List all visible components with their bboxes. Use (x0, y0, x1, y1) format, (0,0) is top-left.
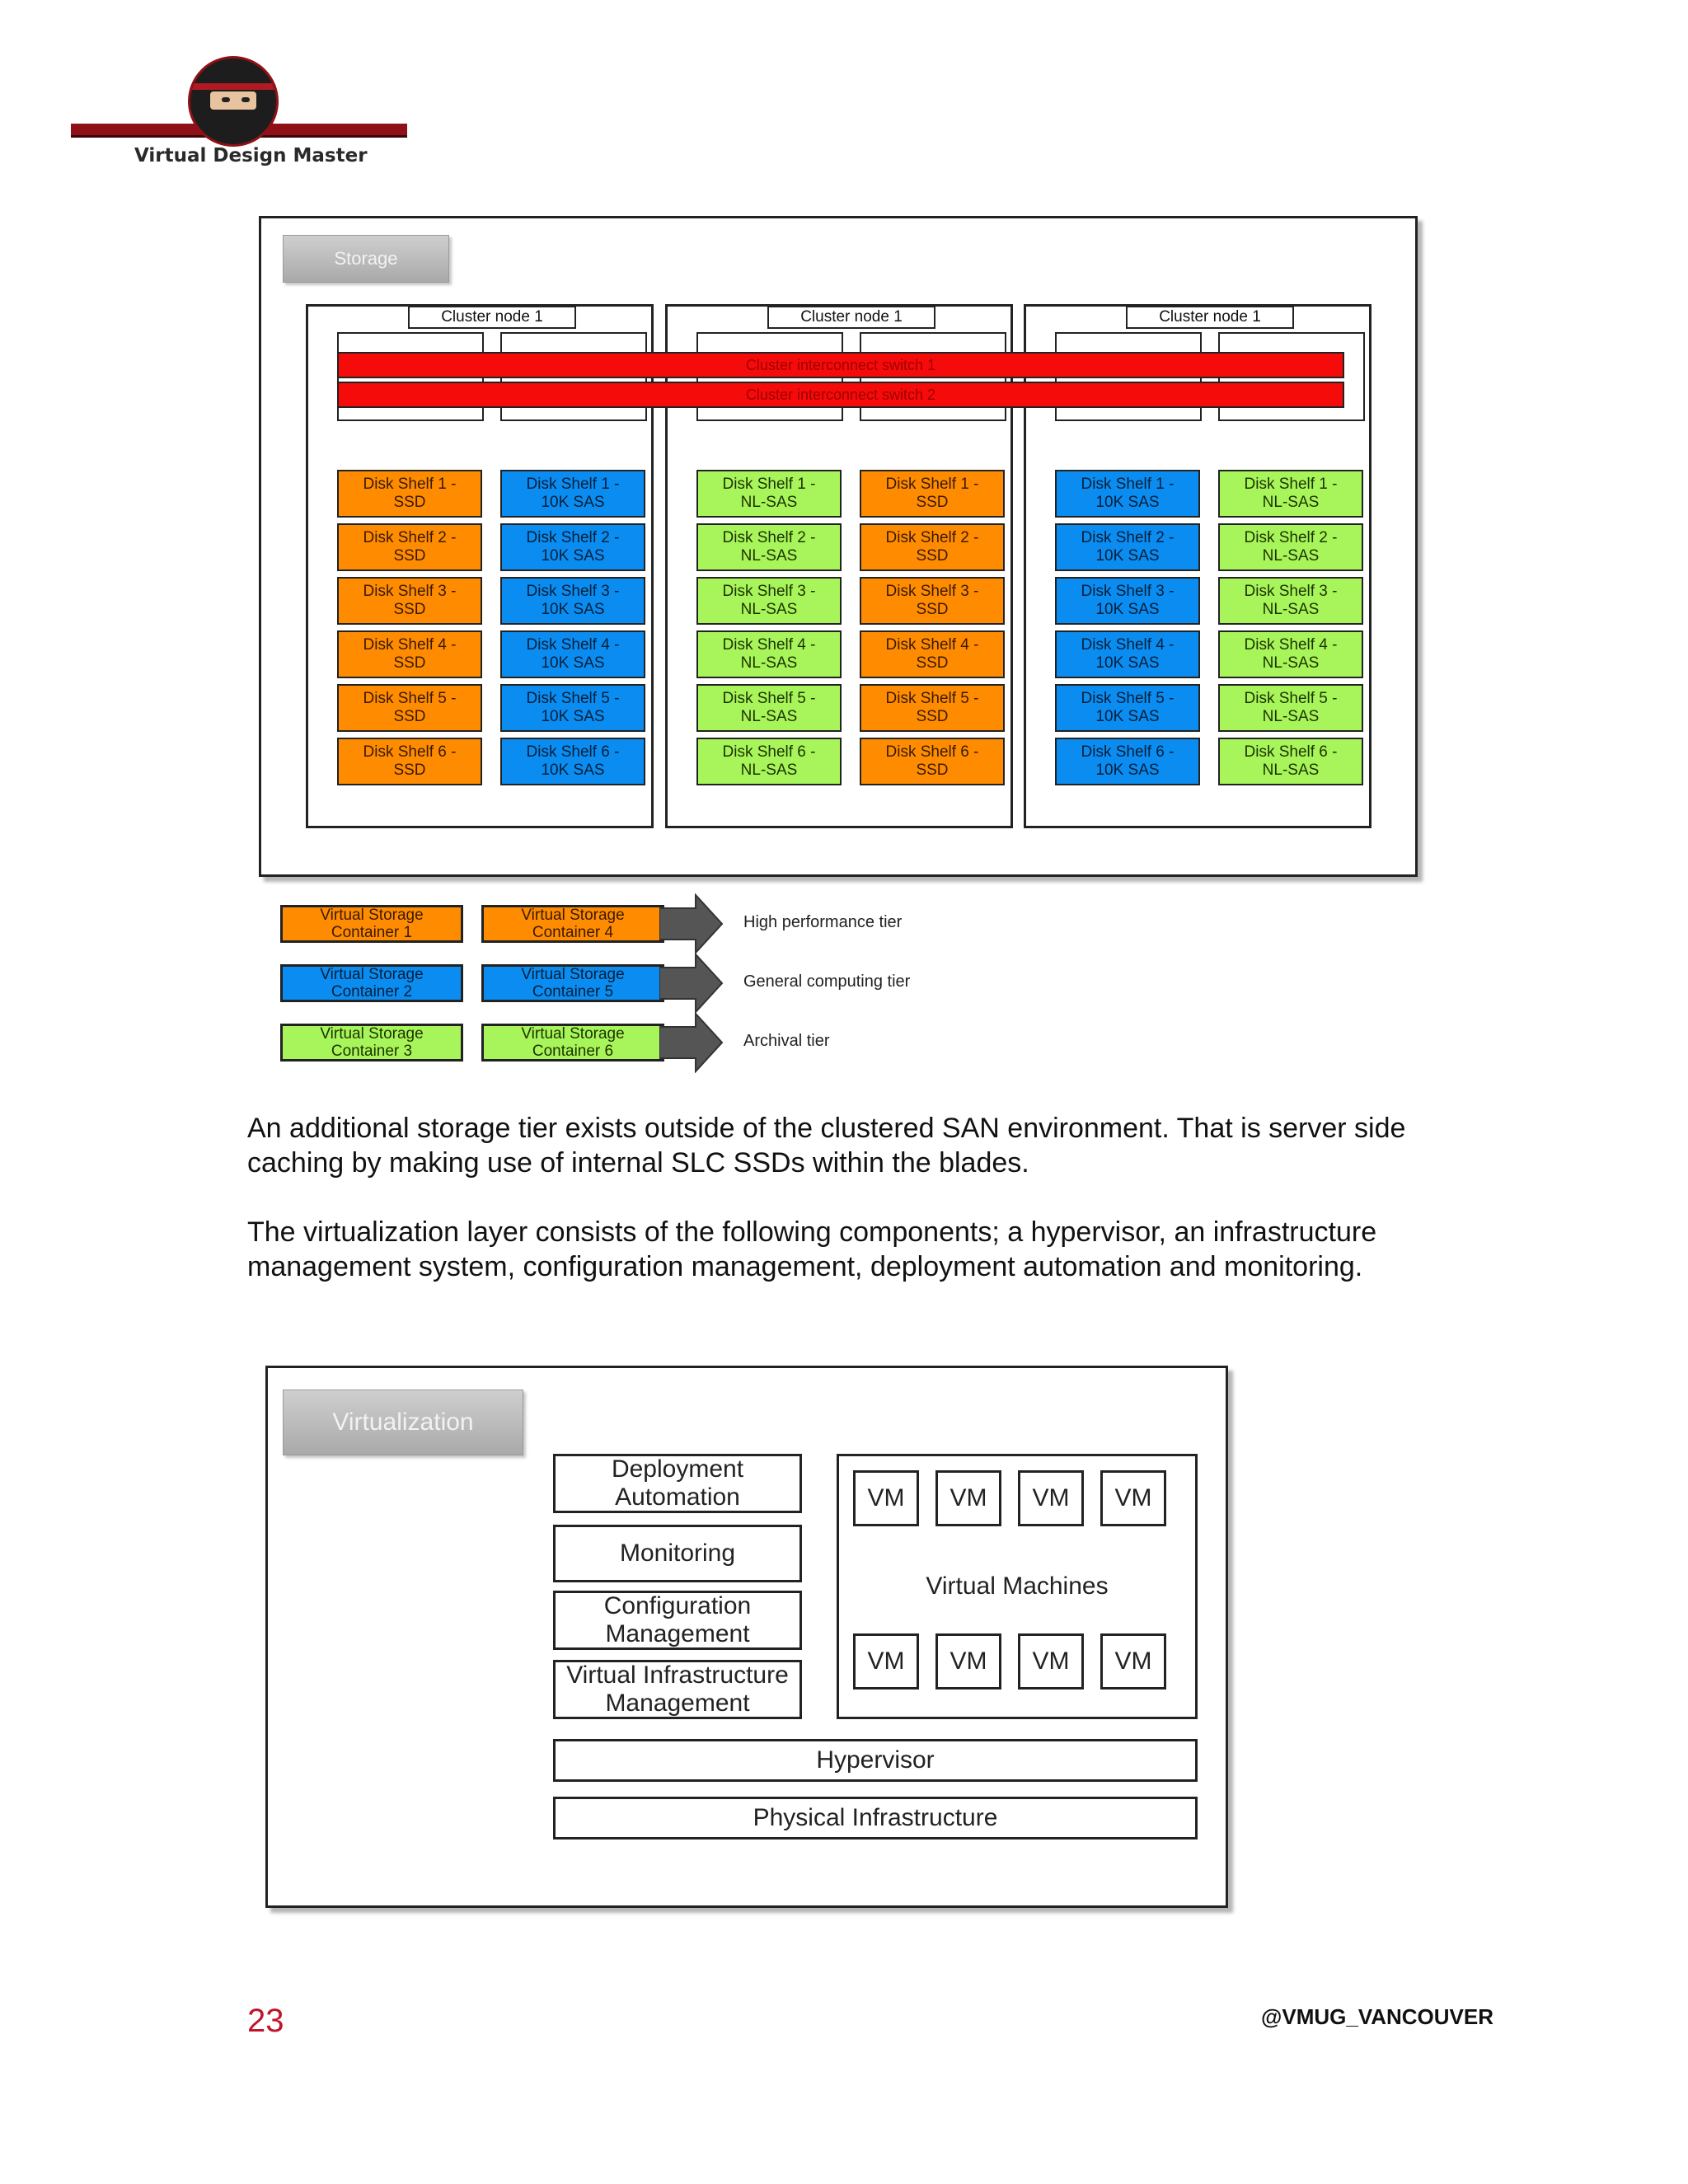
disk-shelf-label: NL-SAS (740, 762, 798, 779)
container-label: Container 3 (331, 1043, 413, 1060)
disk-shelf-sas (500, 738, 645, 785)
container-label: Virtual Storage (521, 966, 625, 983)
disk-shelf-label: SSD (916, 494, 949, 511)
disk-shelf-ssd (860, 684, 1005, 732)
tier-arrow-icon (659, 893, 725, 958)
vm-box: VM (853, 1633, 919, 1690)
disk-shelf-label: Disk Shelf 1 - (722, 476, 816, 493)
disk-shelf-sas (1055, 577, 1200, 625)
container-label: Container 5 (532, 983, 614, 1001)
container-label: Container 4 (532, 924, 614, 941)
paragraph-storage-tier: An additional storage tier exists outside of the clustered SAN environment. That is server side caching by making use of internal SLC SSDs within the blades. (247, 1113, 1406, 1179)
virtualization-diagram (265, 1366, 1228, 1908)
disk-shelf-label: SSD (393, 762, 426, 779)
disk-shelf-label: Disk Shelf 5 - (363, 690, 457, 707)
disk-shelf-nl (1218, 684, 1363, 732)
disk-shelf-label: Disk Shelf 4 - (885, 636, 979, 654)
disk-shelf-label: Disk Shelf 4 - (363, 636, 457, 654)
vm-box: VM (1100, 1633, 1166, 1690)
disk-shelf-label: Disk Shelf 2 - (363, 529, 457, 546)
logo-text: Virtual Design Master (134, 145, 368, 166)
tier-arrow-icon (659, 953, 725, 1018)
monitoring-box (553, 1525, 802, 1582)
disk-shelf-sas (500, 630, 645, 678)
disk-shelf-label: NL-SAS (740, 547, 798, 565)
disk-shelf-label: Disk Shelf 3 - (1244, 583, 1338, 600)
disk-shelf-label: 10K SAS (1095, 708, 1160, 725)
container-label: Container 1 (331, 924, 413, 941)
disk-shelf-label: Disk Shelf 5 - (885, 690, 979, 707)
disk-shelf-label: Disk Shelf 4 - (526, 636, 620, 654)
disk-shelf-label: 10K SAS (541, 708, 605, 725)
disk-shelf-sas (1055, 738, 1200, 785)
disk-shelf-label: NL-SAS (1262, 601, 1320, 618)
disk-shelf-label: Disk Shelf 3 - (363, 583, 457, 600)
disk-shelf-label: 10K SAS (541, 762, 605, 779)
deployment-automation-line1: Deployment (611, 1455, 744, 1483)
disk-shelf-nl (1218, 577, 1363, 625)
disk-shelf-label: 10K SAS (1095, 547, 1160, 565)
disk-shelf-ssd (337, 577, 482, 625)
physical-infrastructure-bar (553, 1797, 1198, 1840)
disk-shelf-label: Disk Shelf 2 - (1081, 529, 1175, 546)
disk-shelf-label: NL-SAS (1262, 654, 1320, 672)
disk-shelf-label: Disk Shelf 6 - (1244, 743, 1338, 761)
container-label: Virtual Storage (320, 907, 424, 924)
cluster-node-label: Cluster node 1 (1126, 306, 1294, 329)
disk-shelf-label: 10K SAS (1095, 654, 1160, 672)
disk-shelf-nl (1218, 523, 1363, 571)
disk-shelf-label: Disk Shelf 2 - (526, 529, 620, 546)
disk-shelf-label: Disk Shelf 5 - (526, 690, 620, 707)
disk-shelf-label: Disk Shelf 2 - (722, 529, 816, 546)
disk-shelf-label: SSD (916, 601, 949, 618)
ninja-logo-icon (188, 56, 279, 147)
disk-shelf-ssd (860, 738, 1005, 785)
virtual-storage-container (280, 1024, 463, 1062)
disk-shelf-label: Disk Shelf 1 - (885, 476, 979, 493)
disk-shelf-ssd (337, 523, 482, 571)
monitoring-label: Monitoring (619, 1540, 736, 1567)
disk-shelf-sas (500, 523, 645, 571)
deployment-automation-line2: Automation (615, 1483, 740, 1511)
configuration-management-box (553, 1591, 802, 1650)
disk-shelf-label: NL-SAS (740, 708, 798, 725)
disk-shelf-nl (696, 577, 842, 625)
disk-shelf-label: Disk Shelf 6 - (526, 743, 620, 761)
disk-shelf-label: Disk Shelf 3 - (722, 583, 816, 600)
disk-shelf-label: Disk Shelf 5 - (1081, 690, 1175, 707)
disk-shelf-label: NL-SAS (1262, 762, 1320, 779)
container-label: Virtual Storage (521, 907, 625, 924)
configuration-management-line2: Management (605, 1620, 750, 1647)
disk-shelf-label: Disk Shelf 1 - (526, 476, 620, 493)
disk-shelf-label: Disk Shelf 4 - (1244, 636, 1338, 654)
disk-shelf-label: Disk Shelf 3 - (885, 583, 979, 600)
disk-shelf-label: Disk Shelf 4 - (1081, 636, 1175, 654)
disk-shelf-sas (1055, 470, 1200, 518)
container-label: Container 6 (532, 1043, 614, 1060)
container-label: Virtual Storage (320, 966, 424, 983)
disk-shelf-label: Disk Shelf 6 - (363, 743, 457, 761)
hypervisor-label: Hypervisor (816, 1746, 935, 1774)
container-label: Container 2 (331, 983, 413, 1001)
disk-shelf-label: SSD (393, 494, 426, 511)
disk-shelf-label: Disk Shelf 6 - (722, 743, 816, 761)
deployment-automation-box (553, 1454, 802, 1513)
tier-arrow-icon (659, 1012, 725, 1077)
disk-shelf-label: 10K SAS (541, 494, 605, 511)
disk-shelf-nl (696, 738, 842, 785)
disk-shelf-nl (1218, 630, 1363, 678)
configuration-management-line1: Configuration (603, 1592, 752, 1619)
disk-shelf-label: SSD (393, 654, 426, 672)
tier-label: High performance tier (743, 913, 903, 931)
disk-shelf-label: SSD (393, 601, 426, 618)
disk-shelf-label: Disk Shelf 3 - (1081, 583, 1175, 600)
disk-shelf-sas (500, 684, 645, 732)
virtual-storage-container (280, 905, 463, 943)
disk-shelf-ssd (860, 630, 1005, 678)
disk-shelf-nl (696, 523, 842, 571)
virtual-storage-container (280, 964, 463, 1002)
vm-box: VM (853, 1470, 919, 1526)
disk-shelf-label: Disk Shelf 1 - (1081, 476, 1175, 493)
paragraph-virtualization: The virtualization layer consists of the following components; a hypervisor, an infrastructure management system, configuration management, deployment automation and monitoring. (247, 1216, 1377, 1282)
physical-infrastructure-label: Physical Infrastructure (753, 1804, 998, 1831)
disk-shelf-sas (1055, 523, 1200, 571)
vm-box: VM (1100, 1470, 1166, 1526)
footer-handle: @VMUG_VANCOUVER (1261, 2004, 1494, 2029)
disk-shelf-nl (1218, 738, 1363, 785)
disk-shelf-label: NL-SAS (740, 494, 798, 511)
disk-shelf-ssd (337, 684, 482, 732)
page-number: 23 (247, 2003, 284, 2039)
disk-shelf-label: SSD (916, 762, 949, 779)
disk-shelf-ssd (337, 738, 482, 785)
disk-shelf-nl (696, 630, 842, 678)
virtual-infrastructure-management-box (553, 1660, 802, 1719)
disk-shelf-sas (500, 470, 645, 518)
container-label: Virtual Storage (521, 1025, 625, 1043)
disk-shelf-nl (1218, 470, 1363, 518)
disk-shelf-sas (500, 577, 645, 625)
disk-shelf-sas (1055, 630, 1200, 678)
tier-label: Archival tier (743, 1032, 830, 1050)
virtual-storage-container (481, 964, 664, 1002)
disk-shelf-ssd (860, 523, 1005, 571)
interconnect-switch-2: Cluster interconnect switch 2 (337, 382, 1344, 408)
disk-shelf-label: 10K SAS (1095, 601, 1160, 618)
disk-shelf-ssd (337, 630, 482, 678)
vm-box: VM (1018, 1633, 1084, 1690)
disk-shelf-label: 10K SAS (541, 547, 605, 565)
disk-shelf-label: SSD (916, 547, 949, 565)
hypervisor-bar (553, 1739, 1198, 1782)
disk-shelf-label: NL-SAS (740, 601, 798, 618)
virtual-machines-label: Virtual Machines (926, 1572, 1109, 1600)
disk-shelf-label: Disk Shelf 2 - (885, 529, 979, 546)
storage-title: Storage (283, 235, 449, 283)
disk-shelf-label: SSD (916, 708, 949, 725)
vim-line2: Management (605, 1690, 750, 1717)
disk-shelf-label: 10K SAS (541, 654, 605, 672)
disk-shelf-label: NL-SAS (1262, 547, 1320, 565)
virtual-storage-container (481, 1024, 664, 1062)
disk-shelf-label: 10K SAS (541, 601, 605, 618)
vm-box: VM (1018, 1470, 1084, 1526)
virtualization-title: Virtualization (283, 1390, 523, 1455)
vm-box: VM (935, 1633, 1001, 1690)
disk-shelf-label: Disk Shelf 5 - (1244, 690, 1338, 707)
disk-shelf-label: NL-SAS (1262, 494, 1320, 511)
disk-shelf-nl (696, 684, 842, 732)
disk-shelf-label: Disk Shelf 5 - (722, 690, 816, 707)
disk-shelf-label: Disk Shelf 3 - (526, 583, 620, 600)
disk-shelf-label: Disk Shelf 4 - (722, 636, 816, 654)
disk-shelf-label: Disk Shelf 6 - (885, 743, 979, 761)
disk-shelf-ssd (337, 470, 482, 518)
disk-shelf-label: Disk Shelf 1 - (363, 476, 457, 493)
disk-shelf-label: SSD (916, 654, 949, 672)
cluster-node-label: Cluster node 1 (767, 306, 935, 329)
disk-shelf-label: NL-SAS (1262, 708, 1320, 725)
disk-shelf-label: NL-SAS (740, 654, 798, 672)
storage-diagram (259, 216, 1418, 877)
disk-shelf-label: SSD (393, 547, 426, 565)
disk-shelf-label: SSD (393, 708, 426, 725)
vm-box: VM (935, 1470, 1001, 1526)
disk-shelf-ssd (860, 577, 1005, 625)
virtual-storage-container (481, 905, 664, 943)
disk-shelf-ssd (860, 470, 1005, 518)
disk-shelf-nl (696, 470, 842, 518)
vim-line1: Virtual Infrastructure (566, 1661, 789, 1689)
disk-shelf-label: Disk Shelf 1 - (1244, 476, 1338, 493)
disk-shelf-label: Disk Shelf 6 - (1081, 743, 1175, 761)
disk-shelf-label: 10K SAS (1095, 494, 1160, 511)
tier-label: General computing tier (743, 972, 911, 991)
cluster-node-label: Cluster node 1 (408, 306, 576, 329)
disk-shelf-label: Disk Shelf 2 - (1244, 529, 1338, 546)
container-label: Virtual Storage (320, 1025, 424, 1043)
interconnect-switch-1: Cluster interconnect switch 1 (337, 352, 1344, 378)
disk-shelf-label: 10K SAS (1095, 762, 1160, 779)
disk-shelf-sas (1055, 684, 1200, 732)
